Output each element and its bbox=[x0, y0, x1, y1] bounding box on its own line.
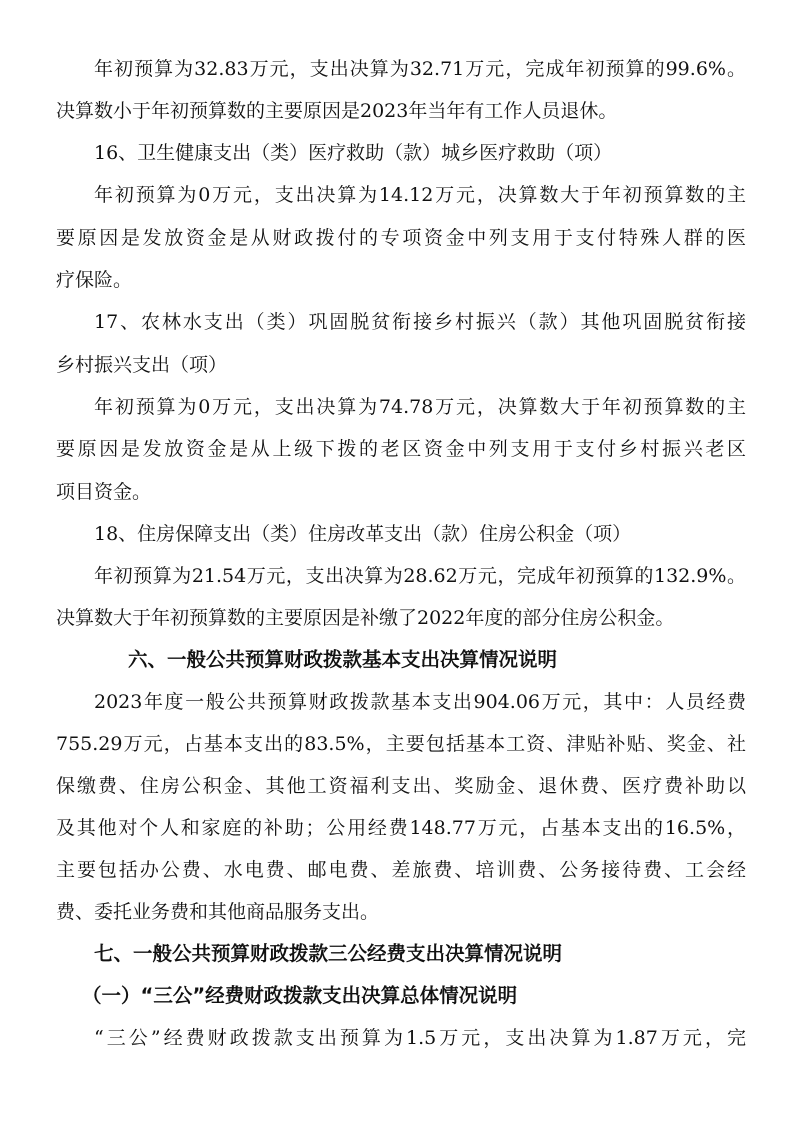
section-heading-7: 七、一般公共预算财政拨款三公经费支出决算情况说明 bbox=[94, 942, 563, 965]
paragraph-line: 755.29万元，占基本支出的83.5%，主要包括基本工资、津贴补贴、奖金、社 bbox=[56, 733, 746, 755]
section-heading-6: 六、一般公共预算财政拨款基本支出决算情况说明 bbox=[128, 648, 558, 671]
subsection-heading-7-1: （一）“三公”经费财政拨款支出决算总体情况说明 bbox=[82, 984, 518, 1007]
paragraph-line: 年初预算为32.83万元，支出决算为32.71万元，完成年初预算的99.6%。 bbox=[94, 58, 746, 80]
item-heading-17: 17、农林水支出（类）巩固脱贫衔接乡村振兴（款）其他巩固脱贫衔接 bbox=[94, 311, 746, 333]
item-heading-16: 16、卫生健康支出（类）医疗救助（款）城乡医疗救助（项） bbox=[94, 142, 613, 164]
paragraph-line: 保缴费、住房公积金、其他工资福利支出、奖励金、退休费、医疗费补助以 bbox=[56, 775, 746, 797]
paragraph-line: 年初预算为0万元，支出决算为74.78万元，决算数大于年初预算数的主 bbox=[94, 396, 746, 418]
paragraph-line: “三公”经费财政拨款支出预算为1.5万元，支出决算为1.87万元，完 bbox=[94, 1027, 746, 1049]
item-heading-17-cont: 乡村振兴支出（项） bbox=[56, 354, 228, 376]
item-heading-18: 18、住房保障支出（类）住房改革支出（款）住房公积金（项） bbox=[94, 523, 632, 545]
paragraph-line: 年初预算为0万元，支出决算为14.12万元，决算数大于年初预算数的主 bbox=[94, 184, 746, 206]
paragraph-line: 项目资金。 bbox=[56, 481, 152, 503]
paragraph-line: 主要包括办公费、水电费、邮电费、差旅费、培训费、公务接待费、工会经 bbox=[56, 859, 746, 881]
paragraph-line: 决算数大于年初预算数的主要原因是补缴了2022年度的部分住房公积金。 bbox=[56, 607, 675, 629]
paragraph-line: 及其他对个人和家庭的补助；公用经费148.77万元，占基本支出的16.5%， bbox=[56, 817, 746, 839]
paragraph-line: 年初预算为21.54万元，支出决算为28.62万元，完成年初预算的132.9%。 bbox=[94, 565, 746, 587]
paragraph-line: 要原因是发放资金是从上级下拨的老区资金中列支用于支付乡村振兴老区 bbox=[56, 438, 746, 460]
paragraph-line: 决算数小于年初预算数的主要原因是2023年当年有工作人员退休。 bbox=[56, 100, 618, 122]
paragraph-line: 2023年度一般公共预算财政拨款基本支出904.06万元，其中：人员经费 bbox=[94, 691, 746, 713]
paragraph-line: 费、委托业务费和其他商品服务支出。 bbox=[56, 901, 380, 923]
paragraph-line: 要原因是发放资金是从财政拨付的专项资金中列支用于支付特殊人群的医 bbox=[56, 227, 746, 249]
paragraph-line: 疗保险。 bbox=[56, 269, 133, 291]
